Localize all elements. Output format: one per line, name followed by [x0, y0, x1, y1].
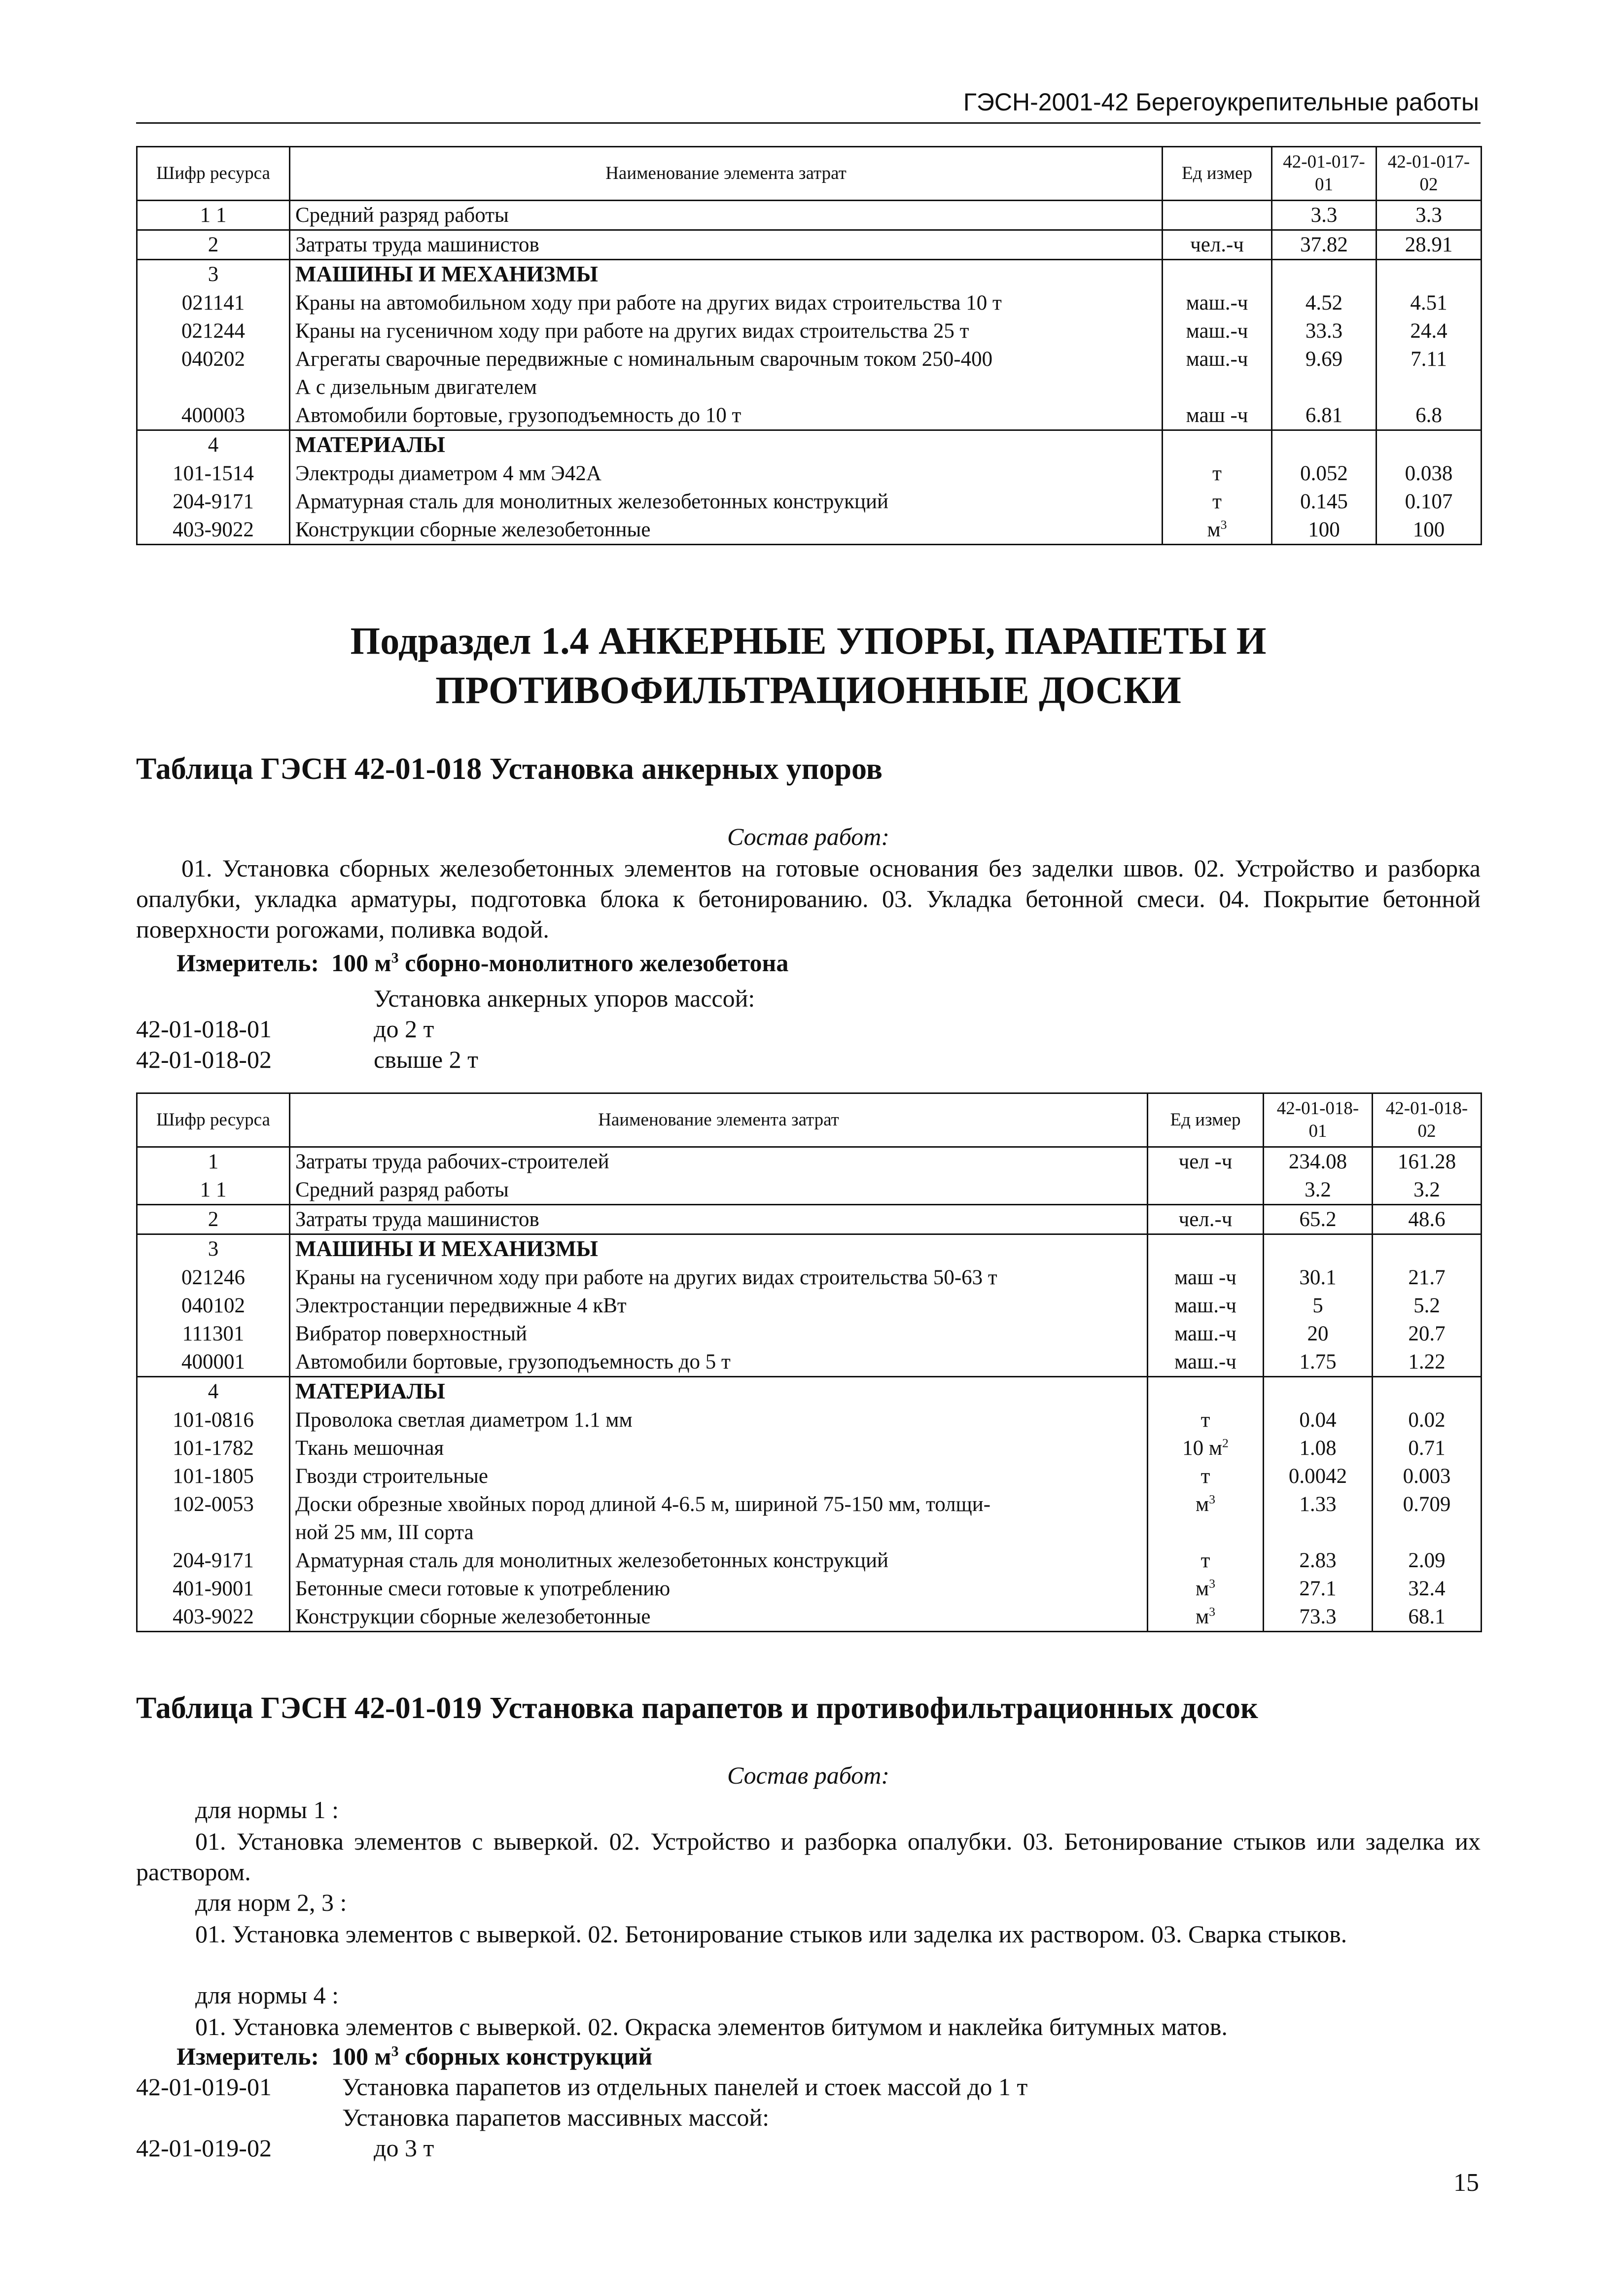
resource-name: Доски обрезные хвойных пород длиной 4-6.5 м, шириной 75-150 мм, толщи-: [295, 1493, 991, 1516]
cell-norm-1: 0.0042: [1264, 1462, 1373, 1490]
cell-code: 3: [137, 1234, 290, 1264]
cell-name: [290, 401, 1163, 430]
cell-unit: [1148, 1575, 1264, 1603]
unit-text: т: [1200, 1408, 1210, 1432]
cell-unit: [1148, 1434, 1264, 1462]
subsection-title: [136, 616, 1481, 715]
unit-superscript: 3: [1209, 1604, 1216, 1619]
table-row: [137, 230, 1482, 260]
table-row: [137, 1264, 1482, 1292]
cell-name: [290, 1234, 1148, 1264]
cell-unit: [1163, 230, 1272, 260]
cell-code: 400003: [137, 401, 290, 430]
col-header-name: Наименование элемента затрат: [290, 147, 1163, 201]
unit-text: маш -ч: [1186, 404, 1248, 427]
cell-name: [290, 1348, 1148, 1377]
cell-unit: [1148, 1490, 1264, 1546]
cell-code: 111301: [137, 1320, 290, 1348]
running-header: ГЭСН-2001-42 Берегоукрепительные работы: [963, 88, 1479, 116]
resource-name: Конструкции сборные железобетонные: [295, 1605, 651, 1628]
table-row: [137, 317, 1482, 345]
resource-name: Затраты труда рабочих-строителей: [295, 1150, 609, 1173]
subsection-title-line-1: Подраздел 1.4 АНКЕРНЫЕ УПОРЫ, ПАРАПЕТЫ И: [350, 619, 1267, 662]
norm-text: до 2 т: [374, 1015, 434, 1043]
cell-norm-2: 2.09: [1373, 1546, 1482, 1575]
resource-name: Ткань мешочная: [295, 1437, 444, 1460]
cell-name: [290, 1205, 1148, 1234]
cell-code: 102-0053: [137, 1490, 290, 1546]
col-header-name: Наименование элемента затрат: [290, 1093, 1148, 1147]
cell-unit: [1148, 1147, 1264, 1176]
table-row: [137, 488, 1482, 516]
unit-text: т: [1200, 1549, 1210, 1572]
cell-norm-2: 5.2: [1373, 1292, 1482, 1320]
section-heading: МАШИНЫ И МЕХАНИЗМЫ: [295, 1236, 598, 1261]
cell-name: [290, 1406, 1148, 1434]
cell-norm-1: 5: [1264, 1292, 1373, 1320]
table-019-title: Таблица ГЭСН 42-01-019 Установка парапетов и противофильтрационных досок: [136, 1691, 1258, 1725]
cell-norm-1: [1272, 260, 1377, 289]
cell-norm-2: 0.038: [1377, 459, 1482, 488]
cell-code: 101-0816: [137, 1406, 290, 1434]
resource-name: Электроды диаметром 4 мм Э42А: [295, 462, 601, 485]
cell-code: 204-9171: [137, 1546, 290, 1575]
cell-code: 400001: [137, 1348, 290, 1377]
resource-name: Краны на гусеничном ходу при работе на других видах строительства 25 т: [295, 319, 969, 343]
unit-text: маш.-ч: [1186, 319, 1248, 343]
cell-code: 4: [137, 1377, 290, 1406]
cell-norm-2: 161.28: [1373, 1147, 1482, 1176]
table-row: [137, 1147, 1482, 1176]
cell-unit: [1148, 1205, 1264, 1234]
cell-norm-2: [1377, 260, 1482, 289]
cell-unit: [1163, 401, 1272, 430]
cell-unit: [1148, 1348, 1264, 1377]
measure-line: [177, 949, 788, 977]
cell-name: [290, 260, 1163, 289]
cell-norm-1: 73.3: [1264, 1603, 1373, 1632]
norm-code: 42-01-018-02: [136, 1046, 272, 1073]
cell-norm-1: 33.3: [1272, 317, 1377, 345]
cell-name: [290, 317, 1163, 345]
norm-code: 42-01-019-01: [136, 2073, 272, 2101]
cell-norm-2: 3.2: [1373, 1176, 1482, 1205]
cell-unit: [1163, 430, 1272, 460]
cell-unit: [1148, 1377, 1264, 1406]
cell-unit: [1163, 459, 1272, 488]
col-header-norm-1: 42-01-018-01: [1264, 1093, 1373, 1147]
cell-norm-2: [1377, 430, 1482, 460]
unit-superscript: 3: [1220, 517, 1227, 532]
cell-code: 204-9171: [137, 488, 290, 516]
cell-unit: [1163, 260, 1272, 289]
cell-name: [290, 1147, 1148, 1176]
cell-code: 021141: [137, 289, 290, 317]
table-row: [137, 1406, 1482, 1434]
cell-name: [290, 1176, 1148, 1205]
unit-superscript: 3: [1209, 1576, 1216, 1591]
cell-unit: [1148, 1264, 1264, 1292]
cell-unit: [1148, 1406, 1264, 1434]
resource-name: Автомобили бортовые, грузоподъемность до 5 т: [295, 1350, 731, 1373]
resource-name: Арматурная сталь для монолитных железобетонных конструкций: [295, 1549, 889, 1572]
table-row: [137, 201, 1482, 230]
measure-value: 100 м: [331, 2042, 391, 2070]
cell-norm-2: [1373, 1377, 1482, 1406]
cell-norm-2: 0.003: [1373, 1462, 1482, 1490]
cell-norm-1: 65.2: [1264, 1205, 1373, 1234]
cell-unit: [1148, 1546, 1264, 1575]
composition-label: Состав работ:: [727, 1761, 890, 1789]
col-header-norm-2: 42-01-017-02: [1377, 147, 1482, 201]
cell-norm-2: [1373, 1234, 1482, 1264]
unit-text: м: [1195, 1577, 1209, 1600]
resource-name: Бетонные смеси готовые к употреблению: [295, 1577, 671, 1600]
cell-norm-1: 1.33: [1264, 1490, 1373, 1546]
cell-norm-1: 1.08: [1264, 1434, 1373, 1462]
cell-norm-2: 28.91: [1377, 230, 1482, 260]
composition-label: Состав работ:: [727, 823, 890, 850]
table-row: [137, 430, 1482, 460]
cell-norm-1: [1264, 1234, 1373, 1264]
measure-value: 100 м: [331, 949, 391, 977]
cell-code: 1: [137, 1147, 290, 1176]
cell-code: 403-9022: [137, 1603, 290, 1632]
cell-norm-2: 20.7: [1373, 1320, 1482, 1348]
unit-text: т: [1200, 1465, 1210, 1488]
cell-code: 2: [137, 230, 290, 260]
cell-name: [290, 459, 1163, 488]
cell-unit: [1163, 317, 1272, 345]
norm-code: 42-01-018-01: [136, 1015, 272, 1043]
cell-norm-2: 24.4: [1377, 317, 1482, 345]
col-header-unit: Ед измер: [1148, 1093, 1264, 1147]
item-intro: Установка анкерных упоров массой:: [374, 984, 755, 1012]
cell-name: [290, 516, 1163, 545]
cell-unit: [1148, 1234, 1264, 1264]
page-number: 15: [1453, 2169, 1479, 2197]
cell-unit: [1163, 345, 1272, 401]
resource-name: Вибратор поверхностный: [295, 1322, 528, 1345]
unit-text: чел.-ч: [1190, 233, 1244, 256]
resource-name: Средний разряд работы: [295, 1178, 509, 1201]
cell-norm-1: 2.83: [1264, 1546, 1373, 1575]
cell-code: 403-9022: [137, 516, 290, 545]
cell-norm-1: 30.1: [1264, 1264, 1373, 1292]
cell-norm-1: 4.52: [1272, 289, 1377, 317]
cell-name: [290, 1434, 1148, 1462]
unit-superscript: 2: [1222, 1436, 1229, 1450]
col-header-norm-1: 42-01-017-01: [1272, 147, 1377, 201]
cell-norm-1: 3.3: [1272, 201, 1377, 230]
resource-name-continued: ной 25 мм, III сорта: [295, 1521, 474, 1544]
norm-text: до 3 т: [374, 2134, 434, 2162]
cell-norm-2: 1.22: [1373, 1348, 1482, 1377]
cell-name: [290, 1292, 1148, 1320]
table-018-title: Таблица ГЭСН 42-01-018 Установка анкерных упоров: [136, 752, 883, 786]
table-row: [137, 1348, 1482, 1377]
cell-norm-2: 0.02: [1373, 1406, 1482, 1434]
cell-name: [290, 1575, 1148, 1603]
resource-table-018: [136, 1092, 1482, 1632]
table-row: [137, 1434, 1482, 1462]
cell-name: [290, 488, 1163, 516]
resource-name: Краны на автомобильном ходу при работе на других видах строительства 10 т: [295, 291, 1002, 315]
cell-norm-1: 9.69: [1272, 345, 1377, 401]
cell-norm-1: [1272, 430, 1377, 460]
resource-name: Гвозди строительные: [295, 1465, 488, 1488]
table-row: [137, 260, 1482, 289]
cell-norm-2: 7.11: [1377, 345, 1482, 401]
cell-norm-1: 37.82: [1272, 230, 1377, 260]
table-row: [137, 1205, 1482, 1234]
table-row: [137, 1490, 1482, 1546]
cell-code: 101-1514: [137, 459, 290, 488]
measure-label: Измеритель:: [177, 949, 319, 977]
table-row: [137, 1462, 1482, 1490]
cell-name: [290, 1490, 1148, 1546]
cell-code: 101-1805: [137, 1462, 290, 1490]
cell-norm-2: 0.107: [1377, 488, 1482, 516]
cell-unit: [1163, 289, 1272, 317]
cell-norm-1: 0.052: [1272, 459, 1377, 488]
cell-unit: [1163, 516, 1272, 545]
resource-table-017: [136, 146, 1482, 545]
table-row: [137, 401, 1482, 430]
table-row: [137, 1603, 1482, 1632]
cell-norm-2: 4.51: [1377, 289, 1482, 317]
cell-unit: [1148, 1176, 1264, 1205]
measure-sup: 3: [391, 949, 399, 966]
table-row: [137, 459, 1482, 488]
norm-1-label: для нормы 1 :: [195, 1796, 339, 1824]
cell-norm-1: 0.145: [1272, 488, 1377, 516]
cell-norm-2: 6.8: [1377, 401, 1482, 430]
section-heading: МАТЕРИАЛЫ: [295, 432, 445, 457]
resource-name: Агрегаты сварочные передвижные с номинальным сварочным током 250-400: [295, 348, 993, 371]
subsection-title-line-2: ПРОТИВОФИЛЬТРАЦИОННЫЕ ДОСКИ: [435, 668, 1181, 711]
cell-norm-2: 48.6: [1373, 1205, 1482, 1234]
cell-norm-2: 32.4: [1373, 1575, 1482, 1603]
item-intro: Установка парапетов массивных массой:: [342, 2104, 770, 2131]
cell-unit: [1148, 1603, 1264, 1632]
table-row: [137, 1176, 1482, 1205]
col-header-code: Шифр ресурса: [137, 1093, 290, 1147]
norm-2-3-label: для норм 2, 3 :: [195, 1889, 347, 1916]
resource-name-continued: А с дизельным двигателем: [295, 376, 537, 399]
cell-norm-1: 234.08: [1264, 1147, 1373, 1176]
table-body: [137, 1147, 1482, 1632]
norm-text: свыше 2 т: [374, 1046, 478, 1073]
resource-name: Средний разряд работы: [295, 204, 509, 227]
unit-text: маш.-ч: [1174, 1322, 1236, 1345]
cell-code: 401-9001: [137, 1575, 290, 1603]
unit-text: чел.-ч: [1178, 1208, 1233, 1231]
cell-norm-1: 6.81: [1272, 401, 1377, 430]
unit-text: маш.-ч: [1186, 291, 1248, 315]
cell-name: [290, 1264, 1148, 1292]
cell-norm-1: 100: [1272, 516, 1377, 545]
unit-text: чел -ч: [1178, 1150, 1233, 1173]
cell-code: 2: [137, 1205, 290, 1234]
composition-text: 01. Установка сборных железобетонных элементов на готовые основания без заделки швов. 02. Устройство и разборка опалубки, укладка арматуры, подготовка блока к бетонированию. 03. Укладка бетонной смеси. 04. Покрытие бетонной поверхности рогожами, поливка водой.: [136, 854, 1481, 943]
unit-text: маш -ч: [1174, 1266, 1236, 1289]
unit-text: маш.-ч: [1174, 1350, 1236, 1373]
resource-name: Арматурная сталь для монолитных железобетонных конструкций: [295, 490, 889, 513]
resource-name: Электростанции передвижные 4 кВт: [295, 1294, 627, 1317]
cell-unit: [1148, 1462, 1264, 1490]
table-row: [137, 1292, 1482, 1320]
measure-label: Измеритель:: [177, 2042, 319, 2070]
unit-text: м: [1195, 1605, 1209, 1628]
norm-4-label: для нормы 4 :: [195, 1981, 339, 2009]
cell-norm-1: 27.1: [1264, 1575, 1373, 1603]
cell-norm-2: 3.3: [1377, 201, 1482, 230]
cell-unit: [1163, 488, 1272, 516]
norm-text: Установка парапетов из отдельных панелей и стоек массой до 1 т: [342, 2073, 1028, 2101]
cell-name: [290, 289, 1163, 317]
cell-norm-2: 0.709: [1373, 1490, 1482, 1546]
unit-text: 10 м: [1182, 1437, 1223, 1460]
cell-unit: [1148, 1320, 1264, 1348]
table-row: [137, 1320, 1482, 1348]
unit-superscript: 3: [1209, 1492, 1216, 1507]
col-header-unit: Ед измер: [1163, 147, 1272, 201]
cell-norm-2: 100: [1377, 516, 1482, 545]
cell-name: [290, 1320, 1148, 1348]
cell-norm-1: 0.04: [1264, 1406, 1373, 1434]
cell-name: [290, 230, 1163, 260]
resource-name: Затраты труда машинистов: [295, 1208, 539, 1231]
cell-norm-2: 0.71: [1373, 1434, 1482, 1462]
resource-name: Краны на гусеничном ходу при работе на других видах строительства 50-63 т: [295, 1266, 997, 1289]
table-row: [137, 516, 1482, 545]
cell-norm-1: 20: [1264, 1320, 1373, 1348]
table-row: [137, 345, 1482, 401]
unit-text: маш.-ч: [1186, 348, 1248, 371]
cell-name: [290, 1377, 1148, 1406]
cell-norm-2: 68.1: [1373, 1603, 1482, 1632]
cell-name: [290, 1462, 1148, 1490]
cell-code: 101-1782: [137, 1434, 290, 1462]
header-rule: [136, 122, 1481, 124]
measure-sup: 3: [391, 2043, 399, 2060]
measure-unit: сборно-монолитного железобетона: [398, 949, 789, 977]
resource-name: Конструкции сборные железобетонные: [295, 518, 651, 541]
resource-name: Проволока светлая диаметром 1.1 мм: [295, 1408, 633, 1432]
norm-1-text: 01. Установка элементов с выверкой. 02. Устройство и разборка опалубки. 03. Бетонирование стыков или заделка их раствором.: [136, 1827, 1481, 1886]
cell-name: [290, 345, 1163, 401]
section-heading: МАШИНЫ И МЕХАНИЗМЫ: [295, 262, 598, 286]
table-row: [137, 289, 1482, 317]
cell-unit: [1148, 1292, 1264, 1320]
unit-text: маш.-ч: [1174, 1294, 1236, 1317]
table-row: [137, 1546, 1482, 1575]
col-header-norm-2: 42-01-018-02: [1373, 1093, 1482, 1147]
cell-code: 1 1: [137, 1176, 290, 1205]
cell-norm-1: [1264, 1377, 1373, 1406]
cell-name: [290, 1603, 1148, 1632]
cell-name: [290, 201, 1163, 230]
cell-code: 040102: [137, 1292, 290, 1320]
cell-code: 1 1: [137, 201, 290, 230]
table-row: [137, 1234, 1482, 1264]
cell-norm-1: 3.2: [1264, 1176, 1373, 1205]
cell-code: 021244: [137, 317, 290, 345]
norm-2-3-text: 01. Установка элементов с выверкой. 02. Бетонирование стыков или заделка их раствором. 03. Сварка стыков.: [195, 1920, 1347, 1948]
cell-code: 4: [137, 430, 290, 460]
measure-line: [177, 2042, 652, 2071]
resource-name: Затраты труда машинистов: [295, 233, 539, 256]
cell-norm-1: 1.75: [1264, 1348, 1373, 1377]
cell-code: 021246: [137, 1264, 290, 1292]
cell-unit: [1163, 201, 1272, 230]
section-heading: МАТЕРИАЛЫ: [295, 1379, 445, 1404]
unit-text: м: [1195, 1493, 1209, 1516]
norm-4-text: 01. Установка элементов с выверкой. 02. Окраска элементов битумом и наклейка битумных матов.: [195, 2013, 1228, 2040]
table-body: [137, 201, 1482, 545]
table-row: [137, 1377, 1482, 1406]
cell-name: [290, 1546, 1148, 1575]
cell-code: 3: [137, 260, 290, 289]
measure-unit: сборных конструкций: [398, 2042, 653, 2070]
unit-text: т: [1212, 462, 1222, 485]
col-header-code: Шифр ресурса: [137, 147, 290, 201]
norm-code: 42-01-019-02: [136, 2134, 272, 2162]
unit-text: т: [1212, 490, 1222, 513]
unit-text: м: [1207, 518, 1221, 541]
resource-name: Автомобили бортовые, грузоподъемность до 10 т: [295, 404, 741, 427]
cell-code: 040202: [137, 345, 290, 401]
cell-name: [290, 430, 1163, 460]
cell-norm-2: 21.7: [1373, 1264, 1482, 1292]
table-row: [137, 1575, 1482, 1603]
